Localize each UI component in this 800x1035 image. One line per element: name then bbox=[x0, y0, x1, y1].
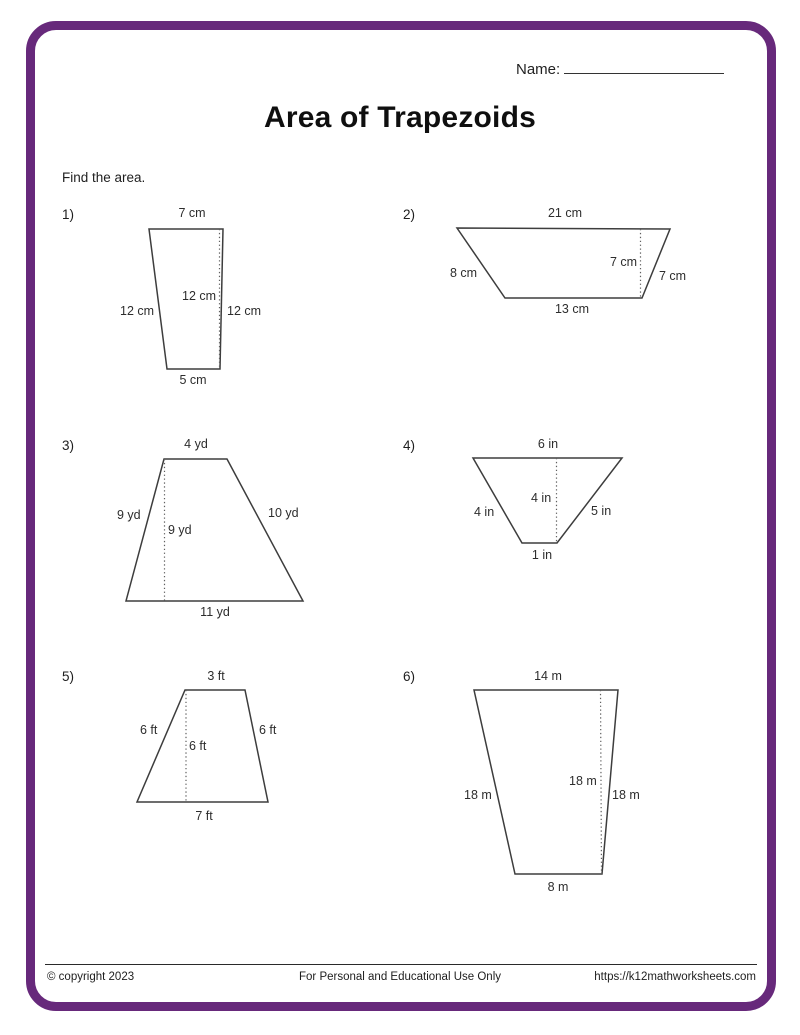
problem-number: 4) bbox=[403, 438, 416, 453]
label-bottom-base: 13 cm bbox=[554, 302, 590, 316]
label-right-side: 18 m bbox=[612, 788, 640, 802]
height-dotted-line-6 bbox=[601, 690, 602, 874]
label-bottom-base: 5 cm bbox=[179, 373, 207, 387]
usage-text: For Personal and Educational Use Only bbox=[299, 971, 501, 983]
copyright-text: © copyright 2023 bbox=[47, 971, 135, 983]
problem-number: 5) bbox=[62, 669, 75, 684]
problem-number: 2) bbox=[403, 207, 416, 222]
label-height: 9 yd bbox=[168, 523, 192, 537]
label-top-base: 7 cm bbox=[178, 206, 206, 220]
label-right-side: 6 ft bbox=[259, 723, 277, 737]
label-height: 18 m bbox=[569, 774, 597, 788]
label-height: 6 ft bbox=[189, 739, 207, 753]
footer-divider bbox=[45, 964, 757, 965]
label-left-side: 4 in bbox=[474, 505, 495, 519]
instruction-text: Find the area. bbox=[62, 170, 146, 185]
label-bottom-base: 7 ft bbox=[195, 809, 213, 823]
label-left-side: 6 ft bbox=[140, 723, 158, 737]
trapezoid-figure-3 bbox=[126, 459, 303, 601]
label-height: 12 cm bbox=[182, 289, 217, 303]
label-right-side: 10 yd bbox=[268, 506, 299, 520]
problem-number: 3) bbox=[62, 438, 75, 453]
label-height: 4 in bbox=[531, 491, 552, 505]
trapezoid-outline-2 bbox=[457, 228, 670, 298]
page-title: Area of Trapezoids bbox=[263, 101, 536, 134]
label-bottom-base: 1 in bbox=[531, 548, 553, 562]
label-bottom-base: 8 m bbox=[547, 880, 569, 894]
label-top-base: 6 in bbox=[537, 437, 559, 451]
label-left-side: 8 cm bbox=[450, 266, 478, 280]
label-left-side: 12 cm bbox=[120, 304, 155, 318]
label-right-side: 7 cm bbox=[659, 269, 687, 283]
trapezoid-outline-3 bbox=[126, 459, 303, 601]
label-height: 7 cm bbox=[610, 255, 638, 269]
label-right-side: 12 cm bbox=[227, 304, 262, 318]
label-top-base: 4 yd bbox=[184, 437, 208, 451]
label-top-base: 21 cm bbox=[547, 206, 583, 220]
label-right-side: 5 in bbox=[591, 504, 612, 518]
name-label: Name: bbox=[516, 61, 561, 78]
problem-number: 1) bbox=[62, 207, 75, 222]
label-left-side: 9 yd bbox=[117, 508, 141, 522]
website-url: https://k12mathworksheets.com bbox=[594, 971, 756, 983]
label-left-side: 18 m bbox=[464, 788, 492, 802]
trapezoid-figure-2 bbox=[457, 228, 670, 298]
problem-number: 6) bbox=[403, 669, 416, 684]
label-top-base: 14 m bbox=[534, 669, 562, 683]
label-top-base: 3 ft bbox=[207, 669, 225, 683]
label-bottom-base: 11 yd bbox=[200, 605, 230, 619]
